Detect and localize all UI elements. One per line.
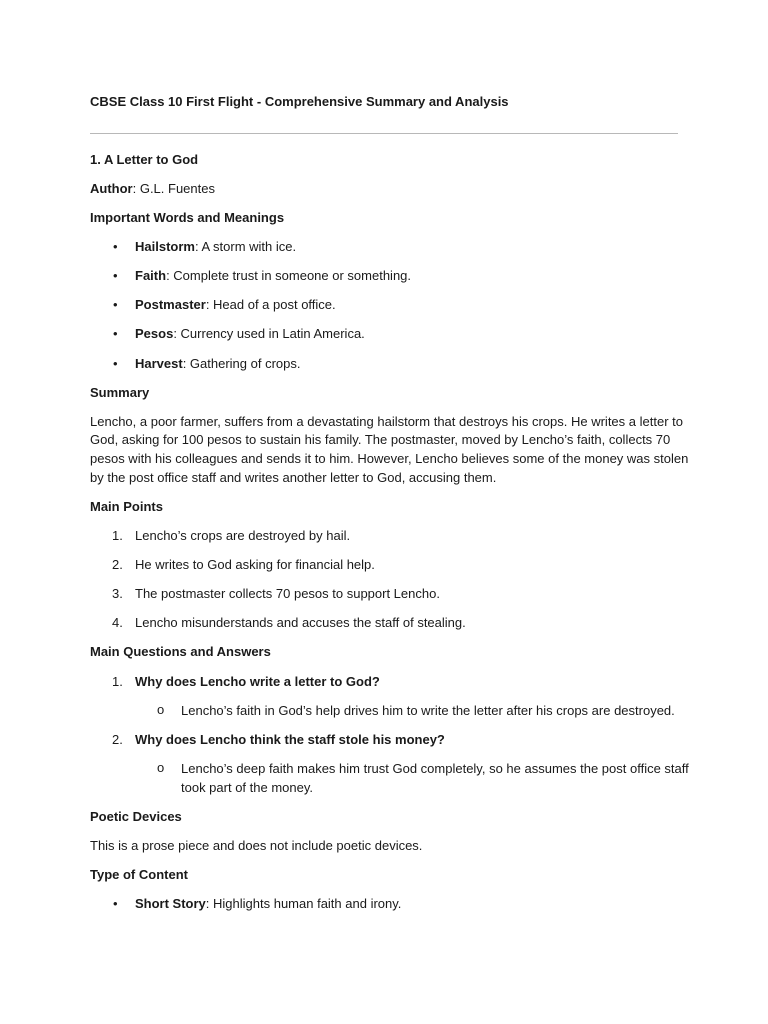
- list-number: 2.: [112, 732, 123, 747]
- bullet-icon: •: [113, 268, 118, 283]
- word-term: Faith: [135, 268, 167, 283]
- content-term: Short Story: [135, 896, 206, 911]
- summary-line: Lencho, a poor farmer, suffers from a devastating hailstorm that destroys his crops. He writes a letter to: [90, 414, 683, 429]
- content-meaning: : Highlights human faith and irony.: [205, 896, 402, 911]
- words-heading: Important Words and Meanings: [90, 210, 285, 225]
- circle-bullet-icon: o: [157, 760, 165, 775]
- main-point-text: He writes to God asking for financial help.: [135, 557, 375, 572]
- list-number: 1.: [112, 528, 123, 543]
- circle-bullet-icon: o: [157, 702, 165, 717]
- poetic-devices-text: This is a prose piece and does not include poetic devices.: [90, 838, 423, 853]
- list-number: 3.: [112, 586, 123, 601]
- word-meaning: : Currency used in Latin America.: [173, 326, 365, 341]
- word-term: Hailstorm: [135, 239, 195, 254]
- summary-line: God, asking for 100 pesos to sustain his family. The postmaster, moved by Lencho’s faith, collects 70: [90, 432, 671, 447]
- answer-text: Lencho’s faith in God’s help drives him to write the letter after his crops are destroyed.: [181, 703, 675, 718]
- main-point-text: Lencho’s crops are destroyed by hail.: [135, 528, 351, 543]
- list-number: 1.: [112, 674, 123, 689]
- main-points-heading: Main Points: [90, 499, 163, 514]
- main-point-text: Lencho misunderstands and accuses the staff of stealing.: [135, 615, 466, 630]
- answer-text: took part of the money.: [181, 780, 313, 795]
- bullet-icon: •: [113, 326, 118, 341]
- author-value: : G.L. Fuentes: [132, 181, 215, 196]
- bullet-icon: •: [113, 356, 118, 371]
- content-type-heading: Type of Content: [90, 867, 188, 882]
- document-title: CBSE Class 10 First Flight - Comprehensive Summary and Analysis: [90, 94, 509, 109]
- summary-line: by the post office staff and writes another letter to God, accusing them.: [90, 470, 497, 485]
- list-number: 2.: [112, 557, 123, 572]
- question-text: Why does Lencho write a letter to God?: [135, 674, 380, 689]
- word-meaning: : A storm with ice.: [194, 239, 297, 254]
- main-point-text: The postmaster collects 70 pesos to support Lencho.: [135, 586, 440, 601]
- horizontal-rule: [90, 133, 678, 134]
- qa-heading: Main Questions and Answers: [90, 644, 271, 659]
- bullet-icon: •: [113, 239, 118, 254]
- question-text: Why does Lencho think the staff stole his money?: [135, 732, 445, 747]
- answer-text: Lencho’s deep faith makes him trust God completely, so he assumes the post office staff: [181, 761, 689, 776]
- summary-heading: Summary: [90, 385, 150, 400]
- author-label: Author: [90, 181, 133, 196]
- word-term: Harvest: [135, 356, 183, 371]
- word-meaning: : Complete trust in someone or something.: [166, 268, 412, 283]
- poetic-devices-heading: Poetic Devices: [90, 809, 182, 824]
- summary-line: pesos with his colleagues and sends it to him. However, Lencho believes some of the money was stolen: [90, 451, 689, 466]
- bullet-icon: •: [113, 297, 118, 312]
- author-line: [90, 181, 215, 197]
- word-meaning: : Head of a post office.: [205, 297, 336, 312]
- word-meaning: : Gathering of crops.: [182, 356, 301, 371]
- chapter-heading: 1. A Letter to God: [90, 152, 199, 167]
- bullet-icon: •: [113, 896, 118, 911]
- word-term: Postmaster: [135, 297, 206, 312]
- list-number: 4.: [112, 615, 123, 630]
- word-term: Pesos: [135, 326, 174, 341]
